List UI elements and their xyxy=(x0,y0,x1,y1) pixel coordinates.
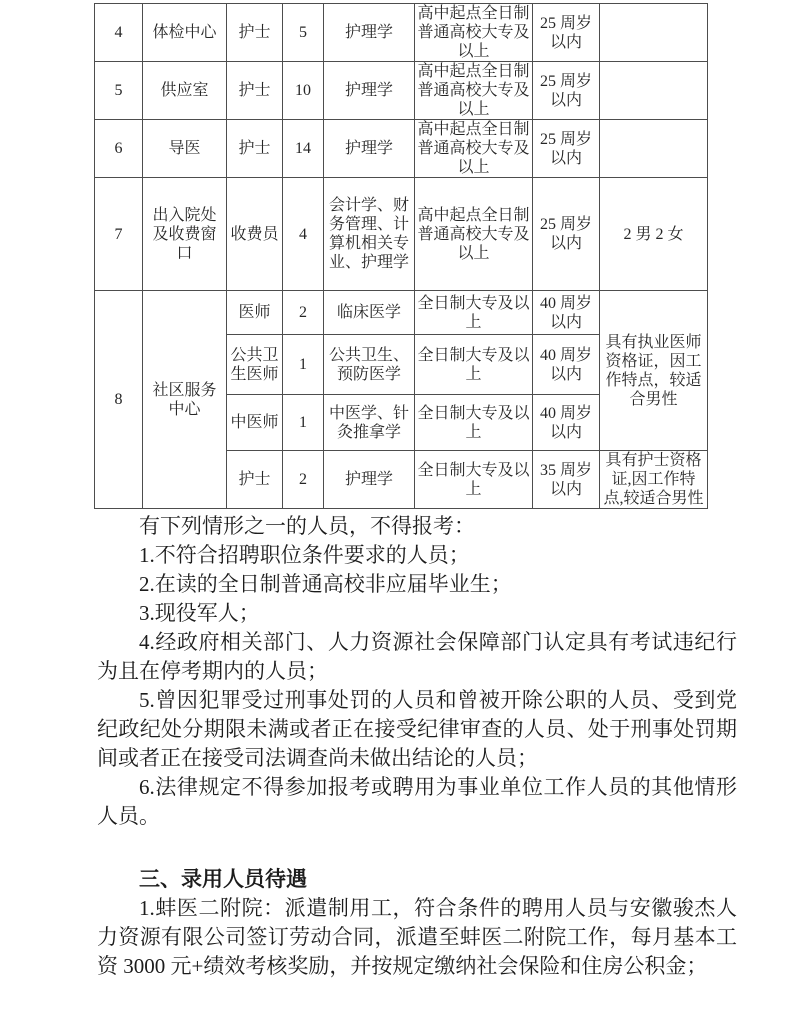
table-row xyxy=(95,178,708,291)
cell-count: 1 xyxy=(283,335,324,395)
table-row xyxy=(95,120,708,178)
cell-post: 中医师 xyxy=(227,395,283,451)
recruitment-table-wrap xyxy=(94,3,708,509)
cell-age: 40 周岁以内 xyxy=(533,291,600,335)
cell-post: 医师 xyxy=(227,291,283,335)
cell-no: 8 xyxy=(95,291,143,509)
cell-age: 25 周岁以内 xyxy=(533,178,600,291)
cell-major: 公共卫生、预防医学 xyxy=(324,335,415,395)
cell-no: 6 xyxy=(95,120,143,178)
cell-major: 中医学、针灸推拿学 xyxy=(324,395,415,451)
cell-dept: 出入院处及收费窗口 xyxy=(143,178,227,291)
cell-note: 具有执业医师资格证，因工作特点，较适合男性 xyxy=(600,291,708,451)
cell-age: 25 周岁以内 xyxy=(533,4,600,62)
table-row xyxy=(95,291,708,335)
cell-dept: 体检中心 xyxy=(143,4,227,62)
list-item: 1.不符合招聘职位条件要求的人员； xyxy=(139,543,470,567)
cell-education: 全日制大专及以上 xyxy=(415,291,533,335)
cell-education: 全日制大专及以上 xyxy=(415,451,533,509)
cell-education: 全日制大专及以上 xyxy=(415,395,533,451)
cell-note xyxy=(600,120,708,178)
list-item: 5.曾因犯罪受过刑事处罚的人员和曾被开除公职的人员、受到党纪政纪处分期限未满或者正在接受纪律审查的人员、处于刑事处罚期间或者正在接受司法调查尚未做出结论的人员； xyxy=(97,688,737,770)
list-item: 3.现役军人； xyxy=(139,601,260,625)
cell-note: 2 男 2 女 xyxy=(600,178,708,291)
cell-count: 1 xyxy=(283,395,324,451)
cell-education: 全日制大专及以上 xyxy=(415,335,533,395)
cell-note: 具有护士资格证,因工作特点,较适合男性 xyxy=(600,451,708,509)
cell-major: 护理学 xyxy=(324,62,415,120)
cell-major: 会计学、财务管理、计算机相关专业、护理学 xyxy=(324,178,415,291)
cell-no: 5 xyxy=(95,62,143,120)
body-text xyxy=(97,512,737,981)
cell-post: 收费员 xyxy=(227,178,283,291)
cell-post: 护士 xyxy=(227,451,283,509)
cell-education: 高中起点全日制普通高校大专及以上 xyxy=(415,178,533,291)
cell-age: 25 周岁以内 xyxy=(533,120,600,178)
cell-count: 4 xyxy=(283,178,324,291)
cell-count: 2 xyxy=(283,451,324,509)
cell-no: 4 xyxy=(95,4,143,62)
section-heading: 三、录用人员待遇 xyxy=(139,868,307,891)
cell-major: 临床医学 xyxy=(324,291,415,335)
cell-age: 35 周岁以内 xyxy=(533,451,600,509)
table-row xyxy=(95,4,708,62)
intro-paragraph: 有下列情形之一的人员，不得报考： xyxy=(139,514,475,538)
cell-age: 40 周岁以内 xyxy=(533,335,600,395)
cell-dept: 社区服务中心 xyxy=(143,291,227,509)
section-paragraph: 1.蚌医二附院：派遣制用工，符合条件的聘用人员与安徽骏杰人力资源有限公司签订劳动合同，派遣至蚌医二附院工作，每月基本工资 3000 元+绩效考核奖励，并按规定缴纳社会保险和住房公积金； xyxy=(97,896,737,978)
cell-major: 护理学 xyxy=(324,120,415,178)
cell-education: 高中起点全日制普通高校大专及以上 xyxy=(415,4,533,62)
cell-no: 7 xyxy=(95,178,143,291)
cell-note xyxy=(600,4,708,62)
cell-dept: 供应室 xyxy=(143,62,227,120)
cell-count: 2 xyxy=(283,291,324,335)
cell-post: 护士 xyxy=(227,120,283,178)
cell-education: 高中起点全日制普通高校大专及以上 xyxy=(415,120,533,178)
cell-major: 护理学 xyxy=(324,4,415,62)
cell-dept: 导医 xyxy=(143,120,227,178)
cell-education: 高中起点全日制普通高校大专及以上 xyxy=(415,62,533,120)
cell-post: 护士 xyxy=(227,62,283,120)
cell-major: 护理学 xyxy=(324,451,415,509)
cell-count: 14 xyxy=(283,120,324,178)
recruitment-table xyxy=(94,3,708,509)
list-item: 2.在读的全日制普通高校非应届毕业生； xyxy=(139,572,512,596)
cell-post: 公共卫生医师 xyxy=(227,335,283,395)
cell-count: 10 xyxy=(283,62,324,120)
list-item: 4.经政府相关部门、人力资源社会保障部门认定具有考试违纪行为且在停考期内的人员； xyxy=(97,630,737,683)
cell-post: 护士 xyxy=(227,4,283,62)
cell-age: 40 周岁以内 xyxy=(533,395,600,451)
cell-count: 5 xyxy=(283,4,324,62)
table-row xyxy=(95,62,708,120)
cell-age: 25 周岁以内 xyxy=(533,62,600,120)
cell-note xyxy=(600,62,708,120)
list-item: 6.法律规定不得参加报考或聘用为事业单位工作人员的其他情形人员。 xyxy=(97,775,737,828)
